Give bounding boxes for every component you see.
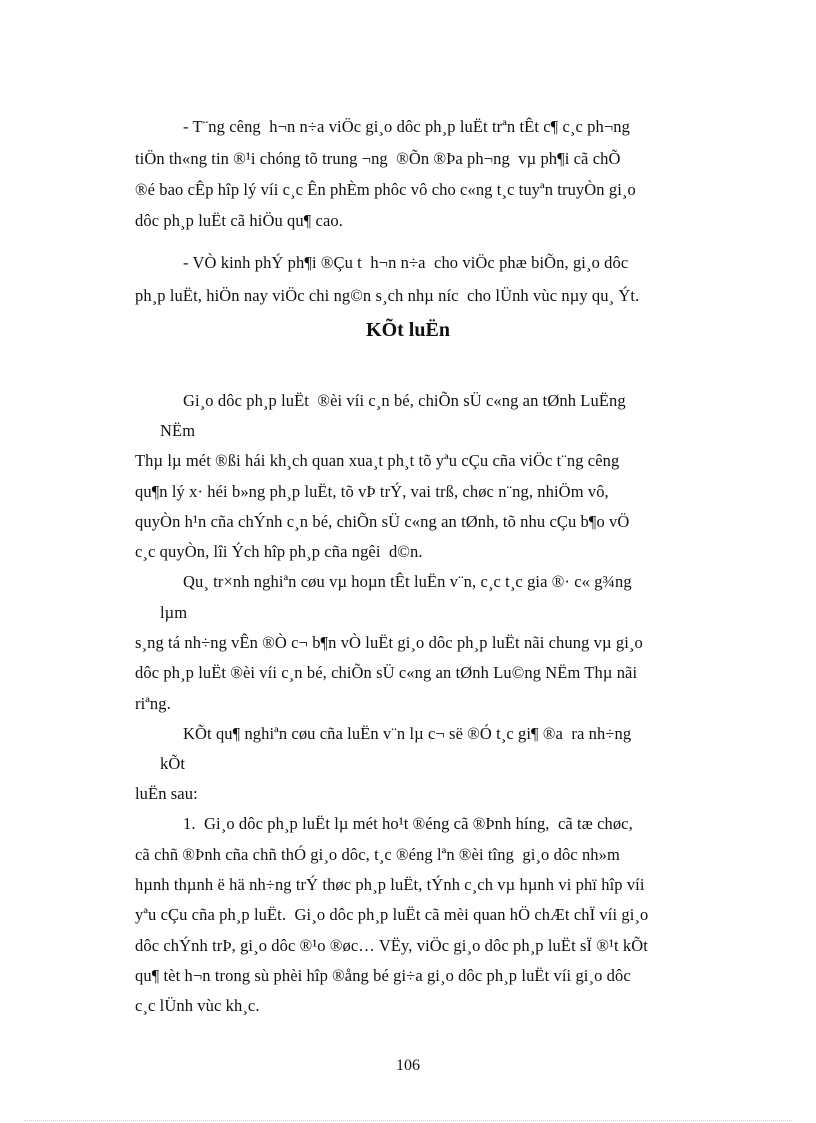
text-line: lµm xyxy=(160,603,188,622)
text-line: riªng. xyxy=(135,694,171,713)
section-heading: KÕt luËn xyxy=(366,319,450,341)
text-line: - T¨ng cêng h¬n n÷a viÖc gi¸o dôc ph¸p luËt trªn tÊt c¶ c¸c ph¬ng xyxy=(183,117,630,136)
text-line: c¸c quyÒn, lîi Ých hîp ph¸p cña ngêi d©n. xyxy=(135,542,423,561)
text-line: dôc ph¸p luËt cã hiÖu qu¶ cao. xyxy=(135,211,343,230)
text-line: Thµ lµ mét ®ßi hái kh¸ch quan xua¸t ph¸t tõ yªu cÇu cña viÖc t¨ng cêng xyxy=(135,451,620,470)
text-line: hµnh thµnh ë hä nh÷ng trÝ thøc ph¸p luËt, tÝnh c¸ch vµ hµnh vi phï hîp víi xyxy=(135,875,645,894)
text-line: kÕt xyxy=(160,754,186,773)
text-line: qu¶ tèt h¬n trong sù phèi hîp ®ång bé gi÷a gi¸o dôc ph¸p luËt víi gi¸o dôc xyxy=(135,966,631,985)
text-line: tiÖn th«ng tin ®¹i chóng tõ trung ¬ng ®Õn ®Þa ph¬ng vµ ph¶i cã chÕ xyxy=(135,149,621,168)
bottom-dotted-rule xyxy=(24,1120,792,1121)
text-line: KÕt qu¶ nghiªn cøu cña luËn v¨n lµ c¬ së ®Ó t¸c gi¶ ®a ra nh÷ng xyxy=(183,724,632,743)
text-line: c¸c lÜnh vùc kh¸c. xyxy=(135,996,260,1015)
text-line: ®é bao cÊp hîp lý víi c¸c Ên phÈm phôc vô cho c«ng t¸c tuyªn truyÒn gi¸o xyxy=(135,180,636,199)
text-line: dôc ph¸p luËt ®èi víi c¸n bé, chiÕn sÜ c«ng an tØnh Lu©ng NËm Thµ nãi xyxy=(135,663,638,682)
text-line: quyÒn h¹n cña chÝnh c¸n bé, chiÕn sÜ c«ng an tØnh, tõ nhu cÇu b¶o vÖ xyxy=(135,512,630,531)
text-line: cã chñ ®Þnh cña chñ thÓ gi¸o dôc, t¸c ®éng lªn ®èi tîng gi¸o dôc nh»m xyxy=(135,845,620,864)
text-line: Qu¸ tr×nh nghiªn cøu vµ hoµn tÊt luËn v¨n, c¸c t¸c gia ®· c« g¾ng xyxy=(183,572,632,591)
text-line: yªu cÇu cña ph¸p luËt. Gi¸o dôc ph¸p luËt cã mèi quan hÖ chÆt chÏ víi gi¸o xyxy=(135,905,649,924)
text-line: s¸ng tá nh÷ng vÊn ®Ò c¬ b¶n vÒ luËt gi¸o dôc ph¸p luËt nãi chung vµ gi¸o xyxy=(135,633,643,652)
page-number: 106 xyxy=(396,1057,420,1074)
text-line: 1. Gi¸o dôc ph¸p luËt lµ mét ho¹t ®éng cã ®Þnh híng, cã tæ chøc, xyxy=(183,814,633,833)
text-line: Gi¸o dôc ph¸p luËt ®èi víi c¸n bé, chiÕn sÜ c«ng an tØnh LuËng xyxy=(183,391,626,410)
text-line: dôc chÝnh trÞ, gi¸o dôc ®¹o ®øc… VËy, viÖc gi¸o dôc ph¸p luËt sÏ ®¹t kÕt xyxy=(135,936,648,955)
text-line: - VÒ kinh phÝ ph¶i ®Çu t h¬n n÷a cho viÖc phæ biÕn, gi¸o dôc xyxy=(183,253,629,272)
text-line: luËn sau: xyxy=(135,784,198,803)
text-line: NËm xyxy=(160,421,196,440)
text-line: qu¶n lý x· héi b»ng ph¸p luËt, tõ vÞ trÝ, vai trß, chøc n¨ng, nhiÖm vô, xyxy=(135,482,609,501)
text-line: ph¸p luËt, hiÖn nay viÖc chi ng©n s¸ch nhµ níc cho lÜnh vùc nµy qu¸ Ýt. xyxy=(135,286,640,305)
